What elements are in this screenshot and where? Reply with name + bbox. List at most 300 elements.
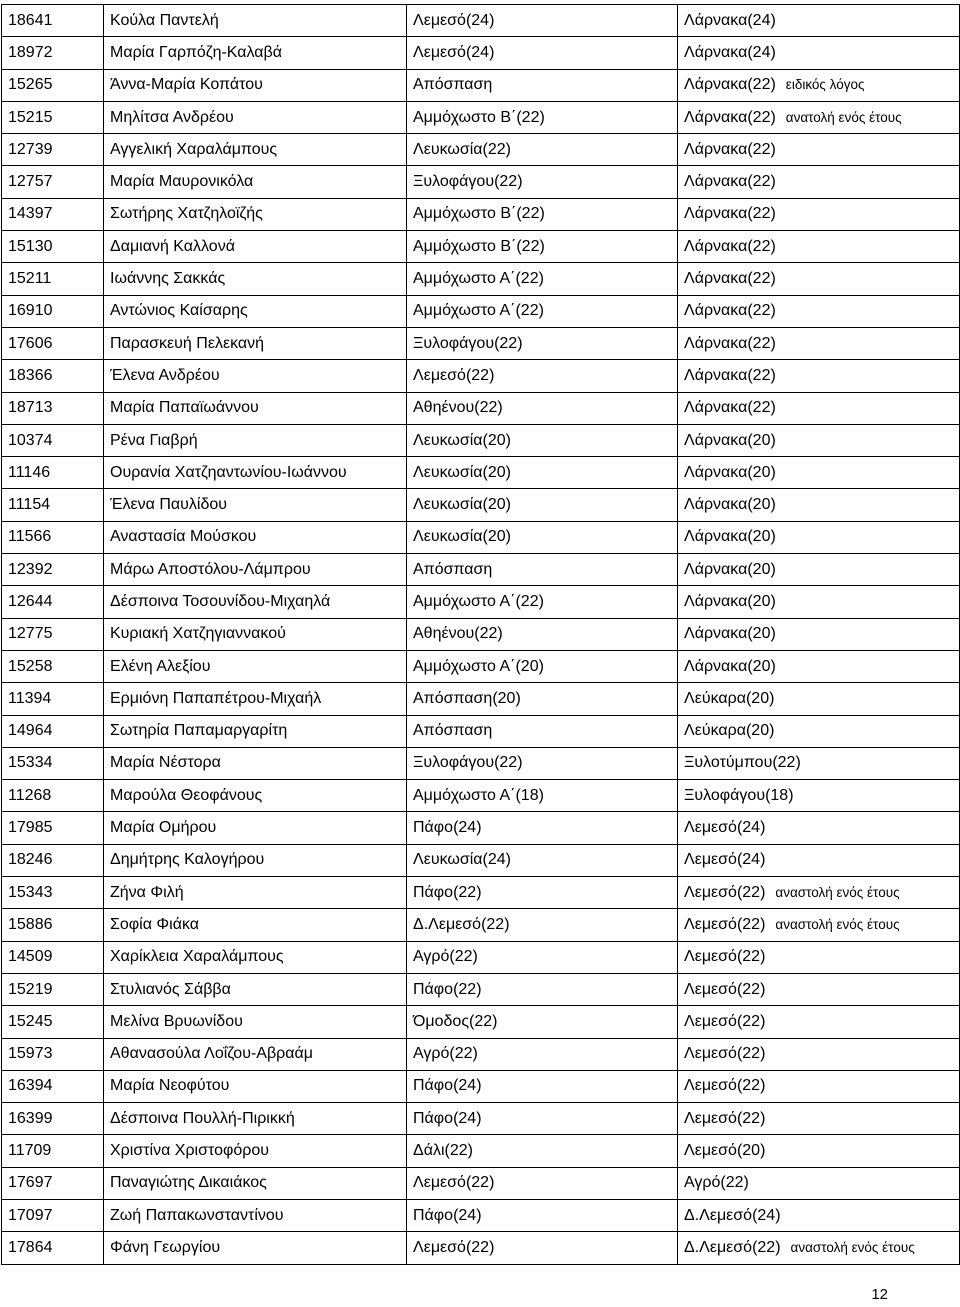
to-text: Λάρνακα(20) xyxy=(684,496,776,514)
id-text: 15215 xyxy=(8,108,53,126)
from-text: Απόσπαση xyxy=(413,722,493,740)
to-text: Αγρό(22) xyxy=(684,1174,749,1192)
name-text: Σοφία Φιάκα xyxy=(110,915,200,933)
id-text: 11154 xyxy=(8,496,51,514)
name-text: Κυριακή Χατζηγιαννακού xyxy=(110,625,286,643)
from-cell xyxy=(407,844,678,876)
id-cell xyxy=(2,877,104,909)
name-cell xyxy=(104,1199,407,1231)
to-text: Λάρνακα(22) xyxy=(684,205,776,223)
from-text: Όμοδος(22) xyxy=(413,1012,498,1030)
to-text: Λάρνακα(22) xyxy=(684,399,776,417)
id-text: 15973 xyxy=(8,1045,53,1063)
from-text: Πάφο(22) xyxy=(413,883,482,901)
to-text: Λεμεσό(22) xyxy=(684,883,766,901)
name-text: Μαρία Νεοφύτου xyxy=(110,1077,230,1095)
id-text: 14964 xyxy=(8,722,53,740)
name-cell xyxy=(104,1006,407,1038)
name-text: Δέσποινα Τοσουνίδου-Μιχαηλά xyxy=(110,592,331,610)
id-text: 18641 xyxy=(8,11,53,29)
id-text: 17606 xyxy=(8,334,53,352)
table-row xyxy=(2,1038,960,1070)
from-cell xyxy=(407,1070,678,1102)
id-cell xyxy=(2,295,104,327)
id-cell xyxy=(2,424,104,456)
from-text: Δ.Λεμεσό(22) xyxy=(413,915,510,933)
from-text: Αμμόχωστο Α΄(20) xyxy=(413,657,544,675)
id-text: 12775 xyxy=(8,625,53,643)
name-text: Ελένη Αλεξίου xyxy=(110,657,211,675)
table-row xyxy=(2,747,960,779)
table-row xyxy=(2,909,960,941)
id-text: 18972 xyxy=(8,43,53,61)
to-text: Λάρνακα(24) xyxy=(684,11,776,29)
table-row xyxy=(2,683,960,715)
name-cell xyxy=(104,586,407,618)
remark-note: αναστολή ενός έτους xyxy=(775,884,900,900)
from-cell xyxy=(407,909,678,941)
to-text: Λάρνακα(20) xyxy=(684,431,776,449)
from-text: Αμμόχωστο Α΄(22) xyxy=(413,270,544,288)
from-cell xyxy=(407,489,678,521)
name-cell xyxy=(104,554,407,586)
remark-note: αναστολή ενός έτους xyxy=(775,916,900,932)
to-text: Ξυλοτύμπου(22) xyxy=(684,754,801,772)
from-cell xyxy=(407,941,678,973)
table-row xyxy=(2,554,960,586)
id-cell xyxy=(2,941,104,973)
from-cell xyxy=(407,392,678,424)
to-text: Λάρνακα(22) xyxy=(684,366,776,384)
from-cell xyxy=(407,1038,678,1070)
to-cell xyxy=(678,457,960,489)
id-text: 17864 xyxy=(8,1238,53,1256)
to-cell xyxy=(678,1232,960,1264)
to-cell xyxy=(678,360,960,392)
id-text: 11709 xyxy=(8,1142,52,1160)
name-cell xyxy=(104,231,407,263)
to-cell xyxy=(678,747,960,779)
id-text: 18366 xyxy=(8,366,53,384)
id-cell xyxy=(2,1232,104,1264)
id-cell xyxy=(2,747,104,779)
to-text: Λεμεσό(22) xyxy=(684,980,766,998)
to-text: Λεμεσό(22) xyxy=(684,915,766,933)
from-cell xyxy=(407,618,678,650)
to-text: Λάρνακα(20) xyxy=(684,625,776,643)
id-text: 17097 xyxy=(8,1206,53,1224)
name-cell xyxy=(104,489,407,521)
table-row xyxy=(2,715,960,747)
to-cell xyxy=(678,877,960,909)
name-text: Μηλίτσα Ανδρέου xyxy=(110,108,234,126)
to-cell xyxy=(678,780,960,812)
from-text: Πάφο(22) xyxy=(413,980,482,998)
name-cell xyxy=(104,69,407,101)
to-text: Δ.Λεμεσό(24) xyxy=(684,1206,781,1224)
to-text: Λεμεσό(22) xyxy=(684,1109,766,1127)
name-cell xyxy=(104,5,407,37)
to-cell xyxy=(678,844,960,876)
id-text: 15245 xyxy=(8,1012,53,1030)
id-text: 16910 xyxy=(8,302,53,320)
to-cell xyxy=(678,295,960,327)
from-text: Ξυλοφάγου(22) xyxy=(413,334,523,352)
id-text: 12392 xyxy=(8,560,53,578)
to-cell xyxy=(678,521,960,553)
from-text: Λεμεσό(22) xyxy=(413,1238,495,1256)
to-cell xyxy=(678,231,960,263)
to-text: Λάρνακα(22) xyxy=(684,270,776,288)
to-cell xyxy=(678,69,960,101)
name-text: Κούλα Παντελή xyxy=(110,11,219,29)
to-cell xyxy=(678,198,960,230)
from-text: Αμμόχωστο Α΄(22) xyxy=(413,302,544,320)
to-text: Λάρνακα(20) xyxy=(684,463,776,481)
name-text: Αγγελική Χαραλάμπους xyxy=(110,140,278,158)
id-cell xyxy=(2,1199,104,1231)
id-text: 18713 xyxy=(8,399,53,417)
name-cell xyxy=(104,134,407,166)
table-row xyxy=(2,263,960,295)
to-text: Λεμεσό(22) xyxy=(684,1045,766,1063)
table-row xyxy=(2,650,960,682)
id-text: 15258 xyxy=(8,657,53,675)
from-text: Απόσπαση xyxy=(413,76,493,94)
from-cell xyxy=(407,1135,678,1167)
from-text: Αμμόχωστο Α΄(22) xyxy=(413,592,544,610)
name-cell xyxy=(104,909,407,941)
id-text: 17985 xyxy=(8,819,53,837)
to-cell xyxy=(678,166,960,198)
id-cell xyxy=(2,198,104,230)
from-cell xyxy=(407,457,678,489)
to-cell xyxy=(678,554,960,586)
to-text: Λάρνακα(22) xyxy=(684,140,776,158)
id-text: 12757 xyxy=(8,173,53,191)
id-cell xyxy=(2,134,104,166)
name-cell xyxy=(104,392,407,424)
from-cell xyxy=(407,973,678,1005)
id-cell xyxy=(2,683,104,715)
to-cell xyxy=(678,327,960,359)
id-text: 15334 xyxy=(8,754,53,772)
name-cell xyxy=(104,973,407,1005)
name-text: Στυλιανός Σάββα xyxy=(110,980,231,998)
id-cell xyxy=(2,650,104,682)
id-text: 10374 xyxy=(8,431,53,449)
from-cell xyxy=(407,37,678,69)
from-text: Αμμόχωστο Β΄(22) xyxy=(413,237,545,255)
from-cell xyxy=(407,877,678,909)
id-cell xyxy=(2,554,104,586)
name-text: Δέσποινα Πουλλή-Πιρικκή xyxy=(110,1109,295,1127)
name-text: Μαρία Παπαϊωάννου xyxy=(110,399,259,417)
table-row xyxy=(2,941,960,973)
from-cell xyxy=(407,554,678,586)
name-cell xyxy=(104,1070,407,1102)
remark-note: αναστολή ενός έτους xyxy=(790,1239,915,1255)
transfer-table-body xyxy=(2,5,960,1265)
table-row xyxy=(2,618,960,650)
from-text: Αθηένου(22) xyxy=(413,399,503,417)
name-cell xyxy=(104,101,407,133)
name-text: Ερμιόνη Παπαπέτρου-Μιχαήλ xyxy=(110,689,322,707)
to-cell xyxy=(678,37,960,69)
from-text: Λευκωσία(22) xyxy=(413,140,511,158)
table-row xyxy=(2,521,960,553)
name-text: Μαρούλα Θεοφάνους xyxy=(110,786,263,804)
id-text: 14397 xyxy=(8,205,53,223)
name-cell xyxy=(104,715,407,747)
table-row xyxy=(2,1006,960,1038)
name-cell xyxy=(104,1167,407,1199)
name-text: Χαρίκλεια Χαραλάμπους xyxy=(110,948,284,966)
to-text: Λεμεσό(24) xyxy=(684,851,766,869)
name-cell xyxy=(104,198,407,230)
from-text: Πάφο(24) xyxy=(413,1206,482,1224)
to-cell xyxy=(678,424,960,456)
name-text: Φάνη Γεωργίου xyxy=(110,1238,221,1256)
to-cell xyxy=(678,1006,960,1038)
table-row xyxy=(2,37,960,69)
to-cell xyxy=(678,683,960,715)
from-cell xyxy=(407,231,678,263)
from-text: Αμμόχωστο Α΄(18) xyxy=(413,786,544,804)
name-text: Ρένα Γιαβρή xyxy=(110,431,198,449)
to-cell xyxy=(678,1038,960,1070)
to-text: Δ.Λεμεσό(22) xyxy=(684,1238,781,1256)
id-text: 12644 xyxy=(8,592,53,610)
id-text: 11268 xyxy=(8,786,52,804)
name-text: Αναστασία Μούσκου xyxy=(110,528,257,546)
id-cell xyxy=(2,1103,104,1135)
name-text: Μάρω Αποστόλου-Λάμπρου xyxy=(110,560,311,578)
table-row xyxy=(2,166,960,198)
from-text: Απόσπαση(20) xyxy=(413,689,521,707)
name-text: Δαμιανή Καλλονά xyxy=(110,237,235,255)
id-cell xyxy=(2,263,104,295)
to-cell xyxy=(678,973,960,1005)
page-number: 12 xyxy=(871,1286,888,1303)
name-cell xyxy=(104,457,407,489)
to-text: Λεύκαρα(20) xyxy=(684,689,775,707)
id-text: 15886 xyxy=(8,915,53,933)
name-cell xyxy=(104,424,407,456)
table-row xyxy=(2,327,960,359)
table-row xyxy=(2,1135,960,1167)
id-cell xyxy=(2,780,104,812)
from-cell xyxy=(407,1103,678,1135)
from-cell xyxy=(407,747,678,779)
from-cell xyxy=(407,683,678,715)
from-text: Πάφο(24) xyxy=(413,1109,482,1127)
name-cell xyxy=(104,521,407,553)
from-cell xyxy=(407,715,678,747)
remark-note: ειδικός λόγος xyxy=(785,77,865,93)
from-cell xyxy=(407,780,678,812)
name-text: Ουρανία Χατζηαντωνίου-Ιωάννου xyxy=(110,463,347,481)
to-cell xyxy=(678,263,960,295)
id-cell xyxy=(2,844,104,876)
id-cell xyxy=(2,457,104,489)
id-cell xyxy=(2,489,104,521)
to-text: Λεμεσό(22) xyxy=(684,1012,766,1030)
to-cell xyxy=(678,1135,960,1167)
to-cell xyxy=(678,1199,960,1231)
id-cell xyxy=(2,392,104,424)
from-text: Λευκωσία(20) xyxy=(413,496,511,514)
id-cell xyxy=(2,1070,104,1102)
table-row xyxy=(2,457,960,489)
id-cell xyxy=(2,5,104,37)
to-text: Λάρνακα(22) xyxy=(684,76,776,94)
name-cell xyxy=(104,166,407,198)
name-text: Παρασκευή Πελεκανή xyxy=(110,334,265,352)
id-text: 16394 xyxy=(8,1077,53,1095)
to-text: Λεμεσό(20) xyxy=(684,1142,766,1160)
to-cell xyxy=(678,392,960,424)
to-text: Λάρνακα(20) xyxy=(684,528,776,546)
id-text: 11394 xyxy=(8,689,52,707)
id-cell xyxy=(2,715,104,747)
table-row xyxy=(2,360,960,392)
table-row xyxy=(2,586,960,618)
from-cell xyxy=(407,1167,678,1199)
from-text: Λευκωσία(24) xyxy=(413,851,511,869)
name-cell xyxy=(104,263,407,295)
name-text: Μαρία Ομήρου xyxy=(110,819,217,837)
id-text: 15130 xyxy=(8,237,53,255)
to-text: Ξυλοφάγου(18) xyxy=(684,786,794,804)
id-text: 14509 xyxy=(8,948,53,966)
from-cell xyxy=(407,586,678,618)
name-cell xyxy=(104,360,407,392)
name-text: Έλενα Παυλίδου xyxy=(110,496,228,514)
id-cell xyxy=(2,1167,104,1199)
table-row xyxy=(2,844,960,876)
to-cell xyxy=(678,134,960,166)
id-text: 16399 xyxy=(8,1109,53,1127)
table-row xyxy=(2,231,960,263)
name-text: Ζήνα Φιλή xyxy=(110,883,184,901)
from-cell xyxy=(407,360,678,392)
table-row xyxy=(2,134,960,166)
to-text: Λάρνακα(22) xyxy=(684,302,776,320)
from-text: Πάφο(24) xyxy=(413,1077,482,1095)
from-text: Αμμόχωστο Β΄(22) xyxy=(413,205,545,223)
name-cell xyxy=(104,683,407,715)
id-cell xyxy=(2,231,104,263)
to-text: Λάρνακα(24) xyxy=(684,43,776,61)
to-text: Λεμεσό(24) xyxy=(684,819,766,837)
table-row xyxy=(2,295,960,327)
from-cell xyxy=(407,5,678,37)
from-cell xyxy=(407,1006,678,1038)
from-text: Απόσπαση xyxy=(413,560,493,578)
id-cell xyxy=(2,360,104,392)
name-cell xyxy=(104,1232,407,1264)
name-cell xyxy=(104,877,407,909)
to-text: Λάρνακα(22) xyxy=(684,334,776,352)
from-cell xyxy=(407,134,678,166)
id-text: 17697 xyxy=(8,1174,53,1192)
name-text: Αντώνιος Καίσαρης xyxy=(110,302,248,320)
from-text: Ξυλοφάγου(22) xyxy=(413,754,523,772)
table-row xyxy=(2,812,960,844)
table-row xyxy=(2,877,960,909)
id-cell xyxy=(2,973,104,1005)
to-text: Λεύκαρα(20) xyxy=(684,722,775,740)
table-row xyxy=(2,780,960,812)
name-text: Δημήτρης Καλογήρου xyxy=(110,851,265,869)
from-cell xyxy=(407,198,678,230)
table-row xyxy=(2,392,960,424)
to-cell xyxy=(678,1070,960,1102)
id-text: 15265 xyxy=(8,76,53,94)
to-cell xyxy=(678,1103,960,1135)
from-cell xyxy=(407,1199,678,1231)
to-cell xyxy=(678,618,960,650)
table-row xyxy=(2,198,960,230)
name-text: Άννα-Μαρία Κοπάτου xyxy=(110,76,263,94)
name-cell xyxy=(104,780,407,812)
from-cell xyxy=(407,424,678,456)
from-cell xyxy=(407,521,678,553)
to-cell xyxy=(678,489,960,521)
name-cell xyxy=(104,650,407,682)
to-text: Λάρνακα(22) xyxy=(684,237,776,255)
id-cell xyxy=(2,1038,104,1070)
name-text: Σωτηρία Παπαμαργαρίτη xyxy=(110,722,288,740)
to-cell xyxy=(678,101,960,133)
from-text: Πάφο(24) xyxy=(413,819,482,837)
name-text: Ζωή Παπακωνσταντίνου xyxy=(110,1206,284,1224)
to-cell xyxy=(678,5,960,37)
to-cell xyxy=(678,941,960,973)
from-text: Λευκωσία(20) xyxy=(413,528,511,546)
to-text: Λάρνακα(20) xyxy=(684,657,776,675)
table-row xyxy=(2,424,960,456)
from-text: Αμμόχωστο Β΄(22) xyxy=(413,108,545,126)
to-cell xyxy=(678,812,960,844)
name-text: Αθανασούλα Λοΐζου-Αβραάμ xyxy=(110,1045,313,1063)
from-cell xyxy=(407,166,678,198)
remark-note: ανατολή ενός έτους xyxy=(785,109,902,125)
name-cell xyxy=(104,747,407,779)
table-row xyxy=(2,1232,960,1264)
to-text: Λάρνακα(20) xyxy=(684,560,776,578)
from-text: Λεμεσό(22) xyxy=(413,1174,495,1192)
to-cell xyxy=(678,1167,960,1199)
id-text: 15219 xyxy=(8,980,53,998)
name-cell xyxy=(104,327,407,359)
transfer-table xyxy=(1,4,960,1265)
from-cell xyxy=(407,263,678,295)
to-cell xyxy=(678,650,960,682)
id-cell xyxy=(2,909,104,941)
id-cell xyxy=(2,101,104,133)
name-cell xyxy=(104,1135,407,1167)
from-text: Λευκωσία(20) xyxy=(413,431,511,449)
to-text: Λάρνακα(20) xyxy=(684,592,776,610)
to-text: Λεμεσό(22) xyxy=(684,1077,766,1095)
to-cell xyxy=(678,909,960,941)
name-text: Έλενα Ανδρέου xyxy=(110,366,220,384)
id-cell xyxy=(2,69,104,101)
from-cell xyxy=(407,69,678,101)
name-text: Σωτήρης Χατζηλοϊζής xyxy=(110,205,263,223)
